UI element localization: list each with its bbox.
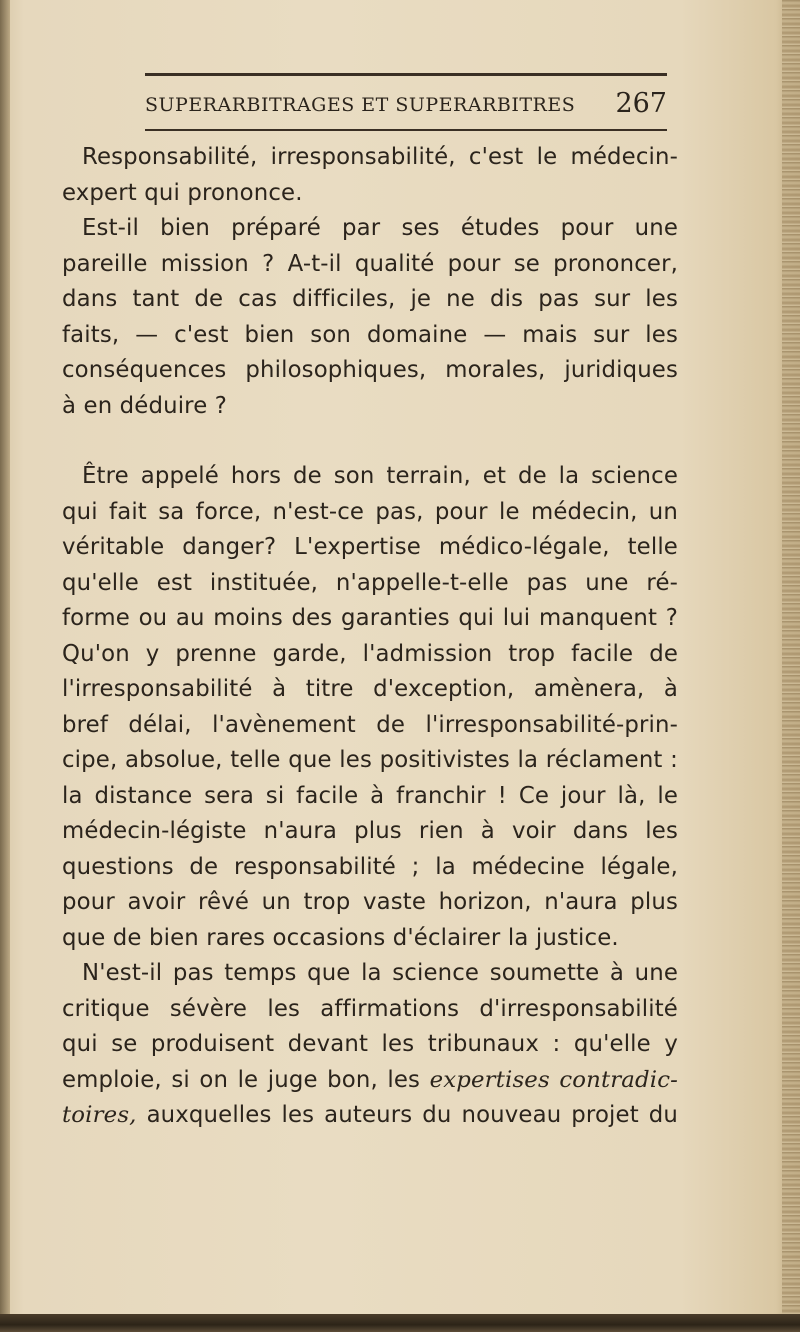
text-line: véritable danger? L'expertise médico-légale, telle [62, 534, 678, 560]
text-line: faits, — c'est bien son domaine — mais sur les [62, 321, 678, 348]
text-segment: auxquelles les auteurs du nouveau projet du [146, 1102, 678, 1128]
text-segment: emploie, si on le juge bon, les [62, 1066, 421, 1093]
page-number: 267 [615, 88, 667, 119]
text-line: expert qui prononce. [62, 179, 303, 206]
page-bottom-edge [0, 1314, 800, 1332]
italic-phrase: toires, [62, 1102, 137, 1128]
text-line: pour avoir rêvé un trop vaste horizon, n'aura plus [62, 889, 678, 915]
text-line: que de bien rares occasions d'éclairer la justice. [62, 924, 619, 951]
text-line: bref délai, l'avènement de l'irresponsabilité-prin- [62, 711, 678, 738]
text-line: qui se produisent devant les tribunaux : qu'elle y [62, 1031, 678, 1057]
text-line: Responsabilité, irresponsabilité, c'est le médecin- [82, 144, 678, 170]
text-line: cipe, absolue, telle que les positivistes la réclament : [62, 747, 678, 773]
text-line: conséquences philosophiques, morales, juridiques [62, 357, 678, 383]
text-line: N'est-il pas temps que la science soumette à une [82, 960, 678, 986]
text-line: critique sévère les affirmations d'irresponsabilité [62, 995, 678, 1022]
header-rule [145, 73, 667, 76]
text-line [62, 1098, 678, 1134]
text-line: médecin-légiste n'aura plus rien à voir dans les [62, 818, 678, 844]
text-line [62, 1063, 678, 1099]
text-line: Qu'on y prenne garde, l'admission trop facile de [62, 640, 678, 667]
running-title: SUPERARBITRAGES ET SUPERARBITRES [145, 94, 576, 116]
running-head [145, 88, 667, 122]
text-line: l'irresponsabilité à titre d'exception, amènera, à [62, 676, 678, 702]
text-line: à en déduire ? [62, 392, 228, 419]
italic-phrase: expertises contradic- [429, 1066, 678, 1093]
text-line: qui fait sa force, n'est-ce pas, pour le médecin, un [62, 498, 678, 525]
text-line: forme ou au moins des garanties qui lui manquent ? [62, 605, 678, 631]
text-line: questions de responsabilité ; la médecine légale, [62, 853, 678, 880]
text-line: pareille mission ? A-t-il qualité pour se prononcer, [62, 250, 678, 277]
text-line: Est-il bien préparé par ses études pour une [82, 215, 678, 241]
body-text [62, 140, 678, 1134]
text-line: la distance sera si facile à franchir ! Ce jour là, le [62, 782, 678, 809]
page-edge [782, 0, 800, 1332]
header-underline [145, 129, 667, 131]
text-line: qu'elle est instituée, n'appelle-t-elle pas une ré- [62, 569, 678, 596]
text-line: Être appelé hors de son terrain, et de la science [82, 463, 678, 489]
page-gutter [0, 0, 10, 1332]
text-line: dans tant de cas difficiles, je ne dis pas sur les [62, 286, 678, 312]
